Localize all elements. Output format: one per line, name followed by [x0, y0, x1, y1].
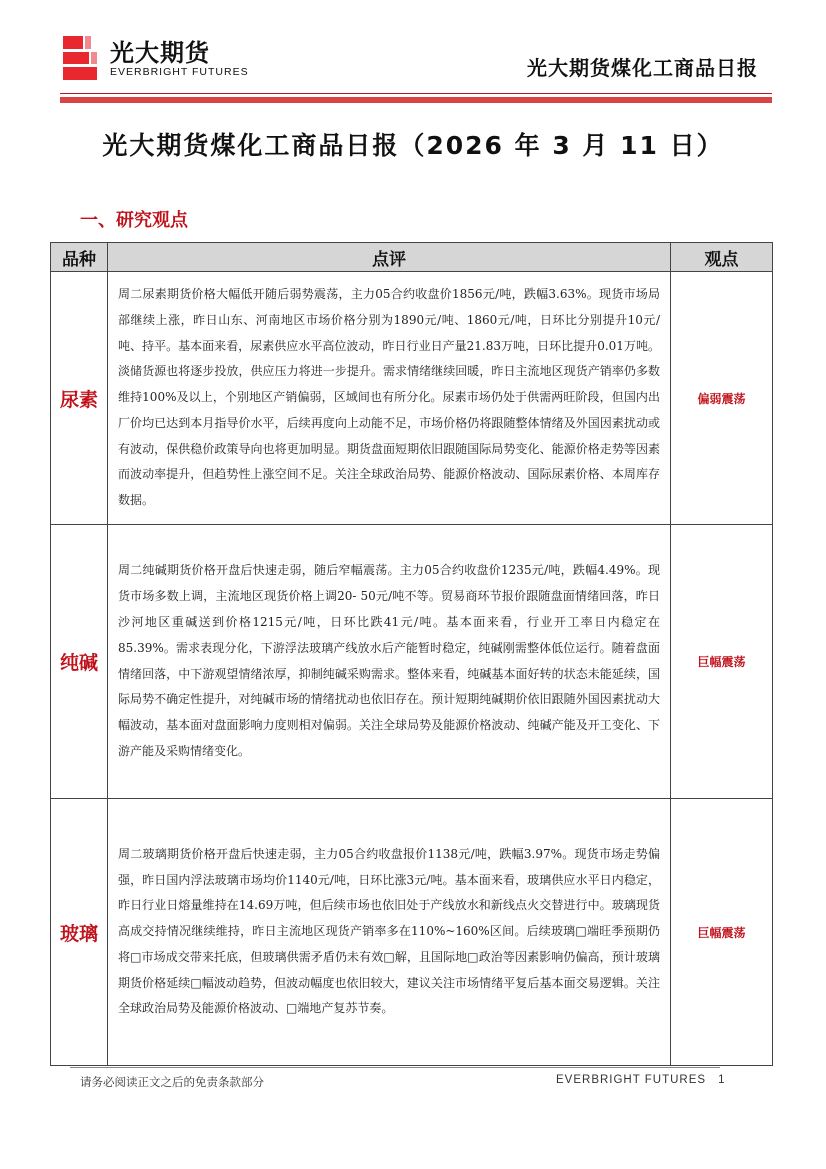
header-divider-thin [60, 93, 772, 94]
page-number: 1 [718, 1074, 726, 1086]
header-product: 品种 [51, 243, 108, 272]
footer-divider [70, 1067, 720, 1068]
table-row [51, 525, 773, 799]
product-name: 尿素 [51, 272, 108, 525]
header-comment: 点评 [108, 243, 671, 272]
page-title: 光大期货煤化工商品日报（2026 年 3 月 11 日） [102, 131, 724, 160]
product-comment: 周二尿素期货价格大幅低开随后弱势震荡，主力05合约收盘价1856元/吨，跌幅3.63%。现货市场局部继续上涨，昨日山东、河南地区市场价格分别为1890元/吨、1860元/吨，日环比分别提升10元/吨、持平。基本面来看，尿素供应水平高位波动，昨日行业日产量21.83万吨，日环比提升0.01万吨。淡储货源也将逐步投放，供应压力将进一步提升。需求情绪继续回暖，昨日主流地区现货产销率仍多数维持100%及以上，个别地区产销偏弱，区域间也有所分化。尿素市场仍处于供需两旺阶段，但国内出厂价均已达到本月指导价水平，后续再度向上动能不足，市场价格仍将跟随整体情绪及外国因素扰动或有波动，保供稳价政策导向也将更加明显。期货盘面短期依旧跟随国际局势变化、能源价格走势等因素而波动率提升，但趋势性上涨空间不足。关注全球政治局势、能源价格波动、国际尿素价格、本周库存数据。 [108, 272, 671, 525]
product-view: 偏弱震荡 [671, 272, 773, 525]
table-header-row [51, 243, 773, 272]
product-name: 玻璃 [51, 799, 108, 1066]
footer-disclaimer: 请务必阅读正文之后的免责条款部分 [80, 1075, 264, 1089]
product-comment: 周二玻璃期货价格开盘后快速走弱，主力05合约收盘报价1138元/吨，跌幅3.97%。现货市场走势偏强，昨日国内浮法玻璃市场均价1140元/吨，日环比涨3元/吨。基本面来看，玻璃供应水平日内稳定，昨日行业日熔量维持在14.69万吨，但后续市场也依旧处于产线放水和新线点火交替进行中。玻璃现货高成交持情况继续维持，昨日主流地区现货产销率多在110%~160%区间。后续玻璃□端旺季预期仍将□市场成交带来托底，但玻璃供需矛盾仍未有效□解，且国际地□政治等因素影响仍偏高，预计玻璃期货价格延续□幅波动趋势，但波动幅度也依旧较大，建议关注市场情绪平复后基本面交易逻辑。关注全球政治局势及能源价格波动、□端地产复苏节奏。 [108, 799, 671, 1066]
footer-brand-block [556, 1074, 725, 1086]
table-row [51, 799, 773, 1066]
footer-brand: EVERBRIGHT FUTURES [556, 1074, 707, 1086]
table-row [51, 272, 773, 525]
header-report-name: 光大期货煤化工商品日报 [527, 56, 758, 80]
product-view: 巨幅震荡 [671, 799, 773, 1066]
product-comment: 周二纯碱期货价格开盘后快速走弱，随后窄幅震荡。主力05合约收盘价1235元/吨，跌幅4.49%。现货市场多数上调，主流地区现货价格上调20- 50元/吨不等。贸易商环节报价跟随盘面情绪回落，昨日沙河地区重碱送到价格1215元/吨，日环比跌41元/吨。基本面来看，行业开工率日内稳定在85.39%。需求表现分化，下游浮法玻璃产线放水后产能暂时稳定，纯碱刚需整体低位运行。随着盘面情绪回落，中下游观望情绪浓厚，抑制纯碱采购需求。整体来看，纯碱基本面好转的状态未能延续，国际局势不确定性提升，对纯碱市场的情绪扰动也依旧存在。预计短期纯碱期价依旧跟随外国因素扰动大幅波动，基本面对盘面影响力度则相对偏弱。关注全球局势及能源价格波动、纯碱产能及开工变化、下游产能及采购情绪变化。 [108, 525, 671, 799]
section-heading: 一、研究观点 [80, 210, 188, 231]
page-header [0, 0, 826, 110]
research-view-table [50, 242, 773, 1066]
header-view: 观点 [671, 243, 773, 272]
header-divider-thick [60, 97, 772, 103]
product-name: 纯碱 [51, 525, 108, 799]
product-view: 巨幅震荡 [671, 525, 773, 799]
logo-chinese-name: 光大期货 [110, 39, 210, 67]
logo-english-name: EVERBRIGHT FUTURES [110, 66, 249, 78]
everbright-logo-icon [63, 36, 97, 80]
